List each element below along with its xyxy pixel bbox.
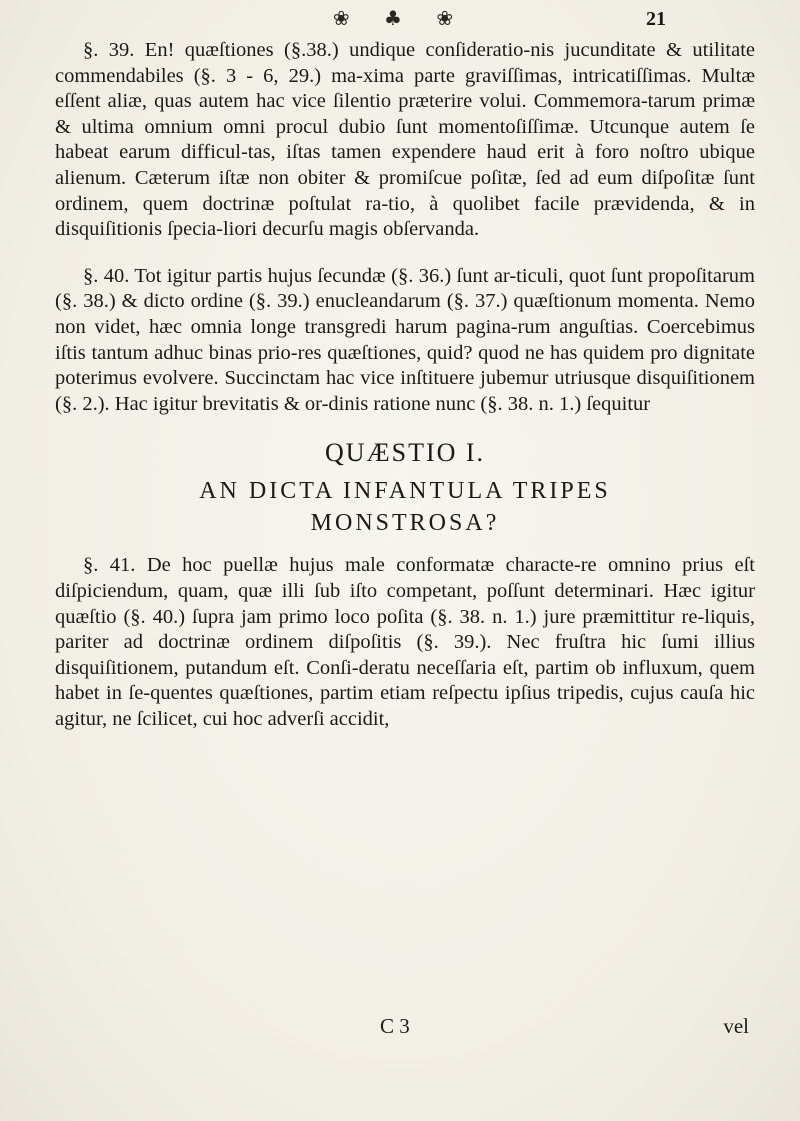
body-text — [55, 38, 755, 732]
question-subtitle-line1: AN DICTA INFANTULA TRIPES — [199, 478, 611, 505]
paragraph-40: §. 40. Tot igitur partis hujus ſecundæ (§. 36.) ſunt ar-ticuli, quot ſunt propoſitarum (§. 38.) & dicto ordine (§. 39.) enucleandarum (§. 37.) quæſtionum momenta. Nemo non videt, hæc omnia longe transgredi harum pagina-rum anguſtias. Coercebimus iſtis tantum adhuc binas prio-res quæſtiones, quid? quod ne has quidem pro dignitate poterimus evolvere. Succinctam hac vice inſtituere jubemur utriusque disquiſitionem (§. 2.). Hac igitur brevitatis & or-dinis ratione nunc (§. 38. n. 1.) ſequitur — [55, 264, 755, 415]
signature-mark: C 3 — [380, 1014, 410, 1038]
question-heading — [55, 435, 755, 539]
page-number: 21 — [646, 8, 666, 30]
ornament-right-icon: ❀ — [436, 6, 468, 30]
paragraph-39: §. 39. En! quæſtiones (§.38.) undique conſideratio-nis jucunditate & utilitate commendabiles (§. 3 - 6, 29.) ma-xima parte graviſſimas, intricatiſſimas. Multæ eſſent aliæ, quas autem hac vice ſilentio præterire volui. Commemora-tarum primæ & ultima omnium omni procul dubio ſunt momentoſiſſimæ. Utcunque autem ſe habeat earum difficul-tas, iſtas tamen expendere haud erit à foro noſtro ubique alienum. Cæterum iſtæ non obiter & promiſcue poſitæ, ſed ad eum diſpoſitæ ſunt ordinem, quem doctrinæ poſtulat ra-tio, à quolibet facile prævidenda, & in disquiſitionis ſpecia-liori decurſu magis obſervanda. — [55, 39, 755, 241]
page-footer — [55, 1014, 755, 1042]
question-subtitle-line2: MONSTROSA? — [310, 510, 500, 537]
question-title: QUÆSTIO I. — [324, 438, 486, 468]
catchword: vel — [723, 1014, 749, 1038]
ornament-left-icon: ❀ — [332, 6, 364, 30]
header-ornaments — [0, 6, 800, 30]
page-header — [0, 6, 800, 36]
paragraph-41: §. 41. De hoc puellæ hujus male conformatæ characte-re omnino prius eſt diſpiciendum, quam, quæ illi ſub iſto competant, poſſunt determinari. Hæc igitur quæſtio (§. 40.) ſupra jam primo loco poſita (§. 38. n. 1.) jure præmittitur re-liquis, pariter ad doctrinæ ordinem diſpoſitis (§. 39.). Nec fruſtra hic ſumi illius disquiſitionem, putandum eſt. Conſi-deratu neceſſaria eſt, partim ob influxum, quem habet in ſe-quentes quæſtiones, partim etiam reſpectu ipſius tripedis, cujus cauſa hic agitur, ne ſcilicet, cui hoc adverſi accidit, — [55, 554, 755, 730]
ornament-center-icon: ♣ — [384, 6, 416, 30]
